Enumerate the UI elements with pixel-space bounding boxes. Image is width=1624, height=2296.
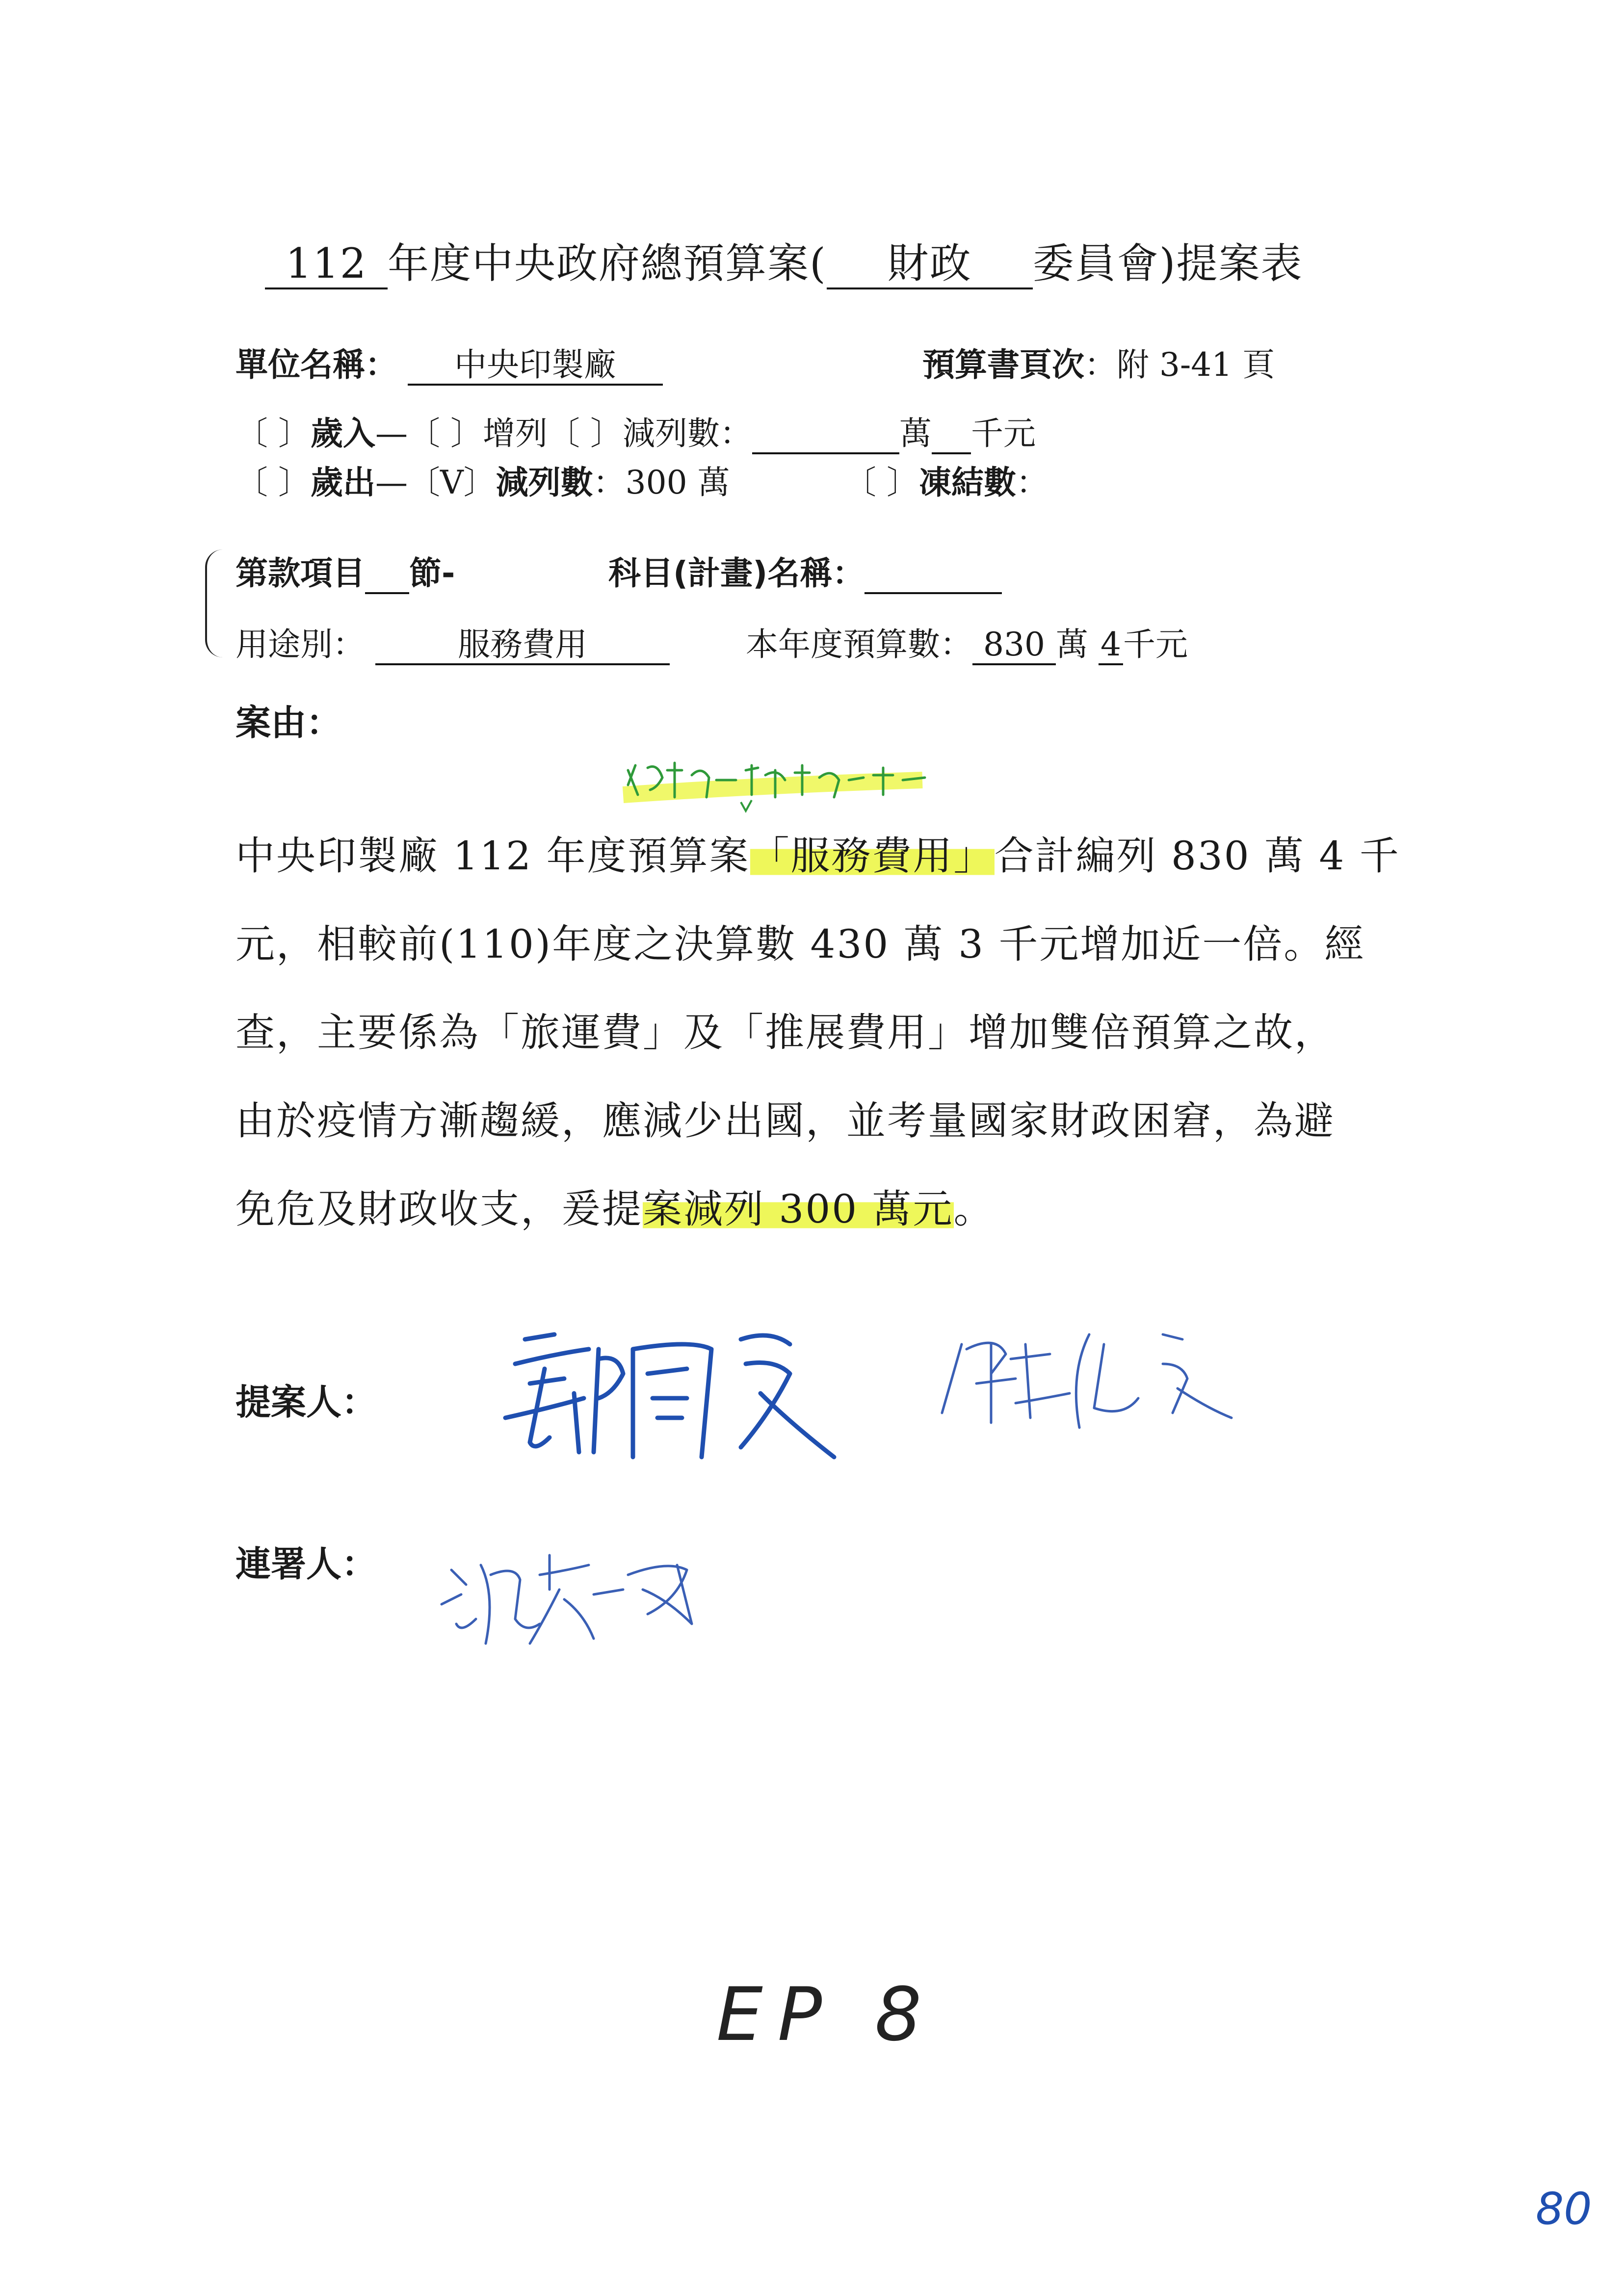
proposer-label: 提案人： (236, 1382, 377, 1423)
subject-blank (864, 555, 1002, 594)
unit-label: 單位名稱： (236, 346, 397, 384)
section-blank (365, 555, 409, 594)
budget-label: 本年度預算數： (746, 626, 972, 663)
expense-row (236, 456, 730, 503)
reason-line-3: 查，主要係為「旅運費」及「推展費用」增加雙倍預算之故， (236, 1010, 1335, 1055)
budget-year: 112 (265, 240, 388, 289)
freeze-group (844, 456, 1048, 503)
usage-row (236, 618, 670, 665)
section-suffix: 節- (409, 554, 455, 592)
reason-line-5-c: 。 (953, 1186, 995, 1232)
budget-wan-value: 830 (972, 626, 1056, 665)
form-title (265, 231, 1303, 290)
cosigner-label: 連署人： (236, 1543, 377, 1585)
section-row (236, 547, 455, 594)
budget-wan-unit: 萬 (1056, 626, 1088, 663)
decrease-checkbox: 〔 〕 (547, 415, 623, 452)
reason-line-5-a: 免危及財政收支，爰提 (236, 1186, 643, 1232)
expense-label: 歲出 (310, 464, 375, 501)
revenue-label: 歲入 (310, 415, 375, 452)
freeze-checkbox: 〔 〕 (844, 464, 919, 501)
subject-row (608, 547, 1002, 594)
handwritten-code: EP 8 (716, 1972, 937, 2058)
revenue-qian-blank (932, 415, 971, 454)
subject-label: 科目(計畫)名稱： (608, 554, 865, 592)
usage-value: 服務費用 (375, 626, 670, 665)
revenue-row (236, 407, 1036, 454)
item-bracket (205, 549, 227, 657)
cut-label: 減列數 (496, 464, 593, 501)
reason-line-5-highlight: 案減列 300 萬元 (643, 1186, 954, 1232)
revenue-wan-unit: 萬 (899, 415, 932, 452)
freeze-colon: ： (1016, 464, 1048, 501)
expense-dash: — (375, 464, 408, 501)
revenue-checkbox: 〔 〕 (236, 415, 311, 452)
title-middle: 年度中央政府總預算案( (388, 239, 827, 287)
page-ref (922, 339, 1275, 385)
page-value: ：附 3-41 頁 (1084, 346, 1275, 384)
page-label: 預算書頁次 (922, 346, 1084, 384)
revenue-qian-unit: 千元 (970, 415, 1036, 452)
increase-checkbox: 〔 〕 (407, 415, 483, 452)
title-end: 委員會)提案表 (1032, 239, 1303, 287)
reason-line-4: 由於疫情方漸趨緩，應減少出國，並考量國家財政困窘，為避 (236, 1098, 1335, 1144)
revenue-wan-blank (752, 415, 899, 454)
signature-proposer-1 (486, 1320, 868, 1477)
revenue-dash: — (375, 415, 408, 452)
unit-row (236, 339, 663, 386)
committee-name: 財政 (827, 240, 1033, 289)
signature-proposer-2 (932, 1315, 1246, 1442)
signature-cosigner (432, 1536, 775, 1653)
increase-label: 增列 (482, 415, 548, 452)
reason-line-1-c: 合計編列 830 萬 4 千 (994, 833, 1400, 879)
reason-label: 案由： (236, 702, 342, 743)
section-label: 第款項目 (236, 554, 365, 592)
budget-qian-unit: 千元 (1123, 626, 1188, 663)
unit-value: 中央印製廠 (408, 346, 663, 386)
reason-line-5 (236, 1177, 995, 1234)
page-number: 80 (1536, 2183, 1592, 2235)
budget-qian-value: 4 (1099, 626, 1123, 665)
handwritten-note-green (618, 751, 932, 824)
cut-checkbox: 〔V〕 (407, 464, 496, 501)
freeze-label: 凍結數 (918, 464, 1016, 501)
decrease-label: 減列數： (622, 415, 752, 452)
reason-line-1 (236, 824, 1400, 881)
budget-row (746, 618, 1188, 665)
reason-line-1-highlight: 「服務費用」 (750, 833, 995, 879)
expense-checkbox: 〔 〕 (236, 464, 311, 501)
reason-line-2: 元，相較前(110)年度之決算數 430 萬 3 千元增加近一倍。經 (236, 921, 1365, 967)
usage-label: 用途別： (236, 626, 365, 663)
cut-value: ：300 萬 (593, 464, 730, 501)
reason-line-1-a: 中央印製廠 112 年度預算案 (236, 833, 750, 879)
